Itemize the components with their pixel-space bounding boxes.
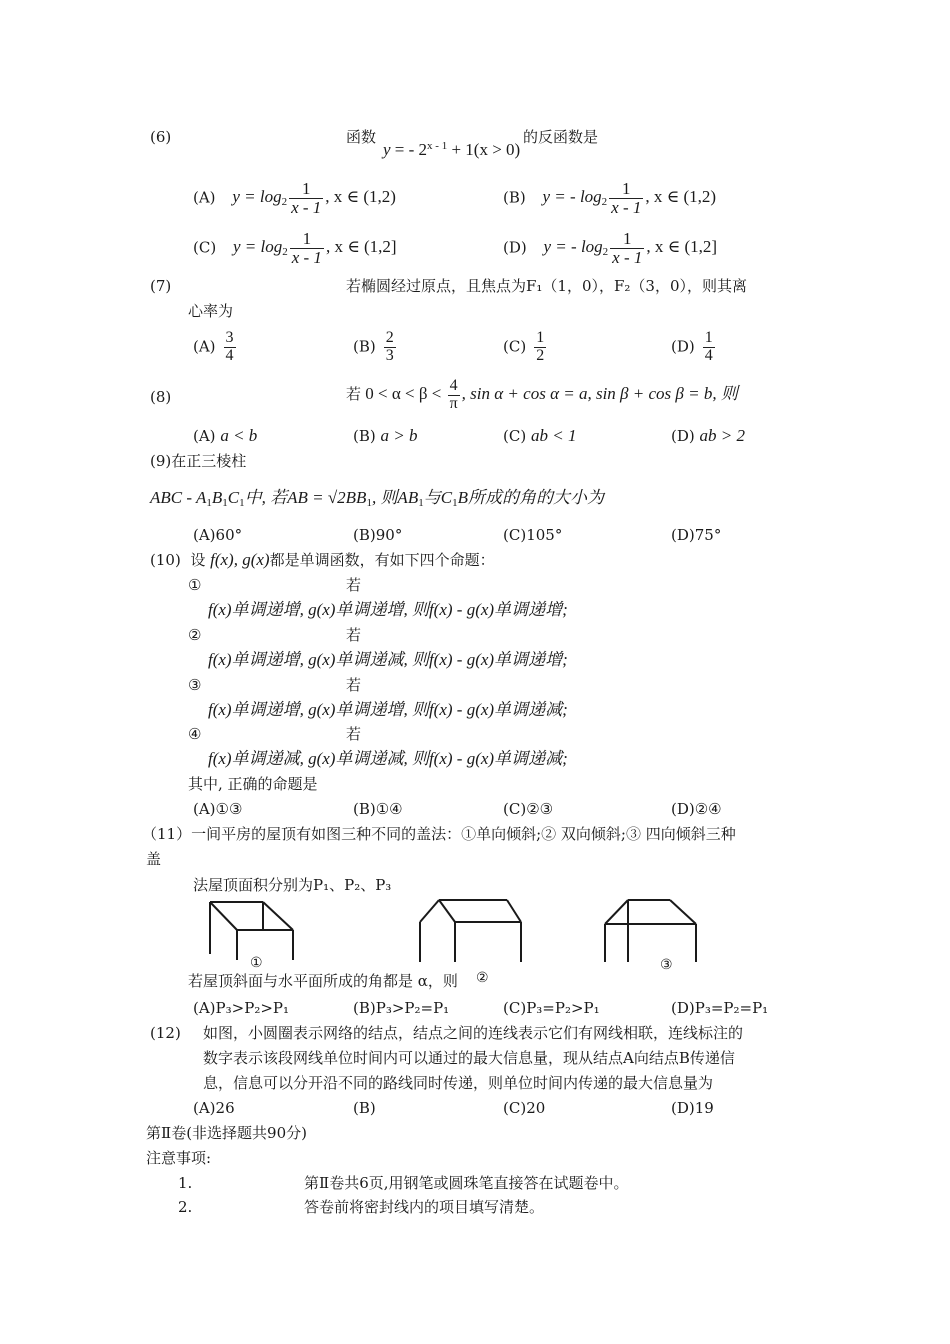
option-label: (A) xyxy=(193,188,216,207)
option-label: (B) xyxy=(353,800,376,818)
frac-den: x - 1 xyxy=(291,197,322,217)
option-text: 60° xyxy=(215,526,243,544)
q6-option-c xyxy=(193,230,397,267)
option-lhs: y = - log xyxy=(543,237,603,257)
q7-stem: 若椭圆经过原点，且焦点为F₁（1，0），F₂（3，0），则其离 xyxy=(346,277,748,295)
q8-option-a xyxy=(193,426,257,446)
q10-item-3-text: f(x)单调递增, g(x)单调递增, 则f(x) - g(x)单调递减; xyxy=(208,700,568,719)
frac-num: 4 xyxy=(448,378,460,396)
option-domain: , x ∈ (1,2) xyxy=(325,187,396,207)
q10-conclusion: 其中, 正确的命题是 xyxy=(188,775,318,793)
option-label: (B) xyxy=(353,427,376,445)
option-label: (B) xyxy=(503,188,526,207)
q12-option-d xyxy=(671,1099,714,1117)
option-label: (A) xyxy=(193,526,216,544)
option-label: (A) xyxy=(193,999,216,1017)
frac-den: x - 1 xyxy=(291,247,322,267)
q6-formula-body: = - 2 xyxy=(390,140,428,159)
roof-figure-single-slope xyxy=(205,896,300,962)
option-text: ②③ xyxy=(526,800,554,818)
subscript: 1 xyxy=(222,497,228,509)
q9-part-b: B xyxy=(211,488,223,507)
q8-option-b xyxy=(353,426,418,446)
frac-num: 3 xyxy=(225,329,234,346)
option-text: 75° xyxy=(694,526,722,544)
q10-option-d xyxy=(671,800,722,818)
q11-stem-3: 若屋顶斜面与水平面所成的角都是 α，则 xyxy=(188,972,458,990)
option-text: P₃>P₂>P₁ xyxy=(215,999,290,1017)
q10-item-2-ruo: 若 xyxy=(346,626,362,644)
option-text: 19 xyxy=(694,1099,714,1117)
q12-option-b xyxy=(353,1099,376,1117)
q8-option-c xyxy=(503,426,576,446)
q8-stem-b: , sin α + cos α = a, sin β + cos β = b, 则 xyxy=(461,384,738,404)
frac-num: 1 xyxy=(290,230,324,249)
q9-option-a xyxy=(193,526,242,544)
q12-option-a xyxy=(193,1099,235,1117)
q6-stem-pre: 函数 xyxy=(346,128,377,146)
frac-den: π xyxy=(449,394,458,412)
q6-option-b xyxy=(503,180,716,217)
q7-option-b xyxy=(353,330,398,365)
option-label: (A) xyxy=(193,1099,216,1117)
q9-part-a: ABC - A xyxy=(150,488,207,507)
subscript: 1 xyxy=(452,497,458,509)
frac-num: 1 xyxy=(704,329,713,346)
option-label: (D) xyxy=(503,238,527,257)
log-base: 2 xyxy=(281,196,288,209)
option-label: (C) xyxy=(503,1099,527,1117)
q11-stem-1b: 盖 xyxy=(146,850,162,868)
frac-den: 4 xyxy=(704,346,713,364)
option-lhs: y = log xyxy=(232,237,283,257)
q11-option-a xyxy=(193,999,289,1017)
option-label: (C) xyxy=(503,999,527,1017)
q10-option-b xyxy=(353,800,403,818)
q6-option-a xyxy=(193,180,396,217)
option-text: 20 xyxy=(526,1099,546,1117)
q6-number: (6) xyxy=(150,128,172,146)
option-label: (A) xyxy=(193,427,216,445)
q10-stem-b: 都是单调函数，有如下四个命题： xyxy=(269,551,495,569)
option-label: (C) xyxy=(503,800,527,818)
roof-figure-double-slope xyxy=(415,896,525,964)
option-domain: , x ∈ (1,2) xyxy=(645,187,717,207)
log-base: 2 xyxy=(601,196,608,209)
option-text: ①④ xyxy=(375,800,403,818)
option-label: (D) xyxy=(671,1099,695,1117)
frac-num: 1 xyxy=(609,180,643,199)
q9-part-g: B所成的角的大小为 xyxy=(457,488,604,507)
option-label: (A) xyxy=(193,337,216,356)
option-label: (C) xyxy=(193,238,217,257)
option-lhs: y = - log xyxy=(542,187,602,207)
note-1-text: 第Ⅱ卷共6页,用钢笔或圆珠笔直接答在试题卷中。 xyxy=(304,1174,629,1192)
q7-option-c xyxy=(503,330,548,365)
q6-formula xyxy=(383,140,520,160)
roof-label-3: ③ xyxy=(660,957,673,973)
option-label: (D) xyxy=(671,999,695,1017)
q12-line-1: 如图，小圆圈表示网络的结点，结点之间的连线表示它们有网线相联，连线标注的 xyxy=(203,1024,744,1042)
subscript: 1 xyxy=(206,497,212,509)
q11-option-c xyxy=(503,999,600,1017)
frac-num: 1 xyxy=(536,329,545,346)
subscript: 1 xyxy=(366,497,372,509)
option-label: (D) xyxy=(671,427,695,445)
q9-condition xyxy=(150,488,604,510)
q9-option-c xyxy=(503,526,562,544)
frac-num: 1 xyxy=(289,180,323,199)
q7-option-d xyxy=(671,330,717,365)
q10-stem xyxy=(150,550,495,570)
q11-option-d xyxy=(671,999,768,1017)
option-label: (D) xyxy=(671,337,695,356)
option-text: P₃>P₂=P₁ xyxy=(375,999,450,1017)
q12-number: (12) xyxy=(150,1024,181,1042)
q10-option-a xyxy=(193,800,242,818)
subscript: 1 xyxy=(239,497,245,509)
option-text: P₃=P₂>P₁ xyxy=(526,999,600,1017)
q6-option-d xyxy=(503,230,717,267)
option-text: a > b xyxy=(380,426,418,445)
q10-item-4-text: f(x)单调递减, g(x)单调递减, 则f(x) - g(x)单调递减; xyxy=(208,749,568,768)
frac-den: x - 1 xyxy=(611,197,642,217)
option-label: (C) xyxy=(503,337,527,356)
option-text: ab > 2 xyxy=(699,426,745,445)
q6-formula-exp: x - 1 xyxy=(427,140,448,152)
q8-option-d xyxy=(671,426,745,446)
option-label: (B) xyxy=(353,337,376,356)
q11-stem-1: （11）一间平房的屋顶有如图三种不同的盖法：①单向倾斜;② 双向倾斜;③ 四向倾斜三种 xyxy=(142,825,736,843)
option-text: ②④ xyxy=(694,800,722,818)
q11-stem-2: 法屋顶面积分别为P₁、P₂、P₃ xyxy=(193,876,392,894)
q10-functions: f(x), g(x) xyxy=(210,550,270,569)
frac-den: 3 xyxy=(385,346,394,364)
q12-line-2: 数字表示该段网线单位时间内可以通过的最大信息量，现从结点A向结点B传递信 xyxy=(203,1049,735,1067)
frac-den: 2 xyxy=(536,346,545,364)
option-label: (C) xyxy=(503,427,527,445)
option-text: ①③ xyxy=(215,800,243,818)
q10-number: (10) xyxy=(150,551,181,569)
note-1-number: 1. xyxy=(178,1174,193,1192)
q9-part-c: C xyxy=(227,488,240,507)
q8-number: (8) xyxy=(150,388,172,406)
option-lhs: y = log xyxy=(232,187,282,207)
q10-item-2-text: f(x)单调递增, g(x)单调递减, 则f(x) - g(x)单调递增; xyxy=(208,650,568,669)
option-label: (D) xyxy=(671,800,695,818)
roof-figure-four-slope xyxy=(600,896,700,964)
note-2-number: 2. xyxy=(178,1198,193,1216)
q6-stem-post: 的反函数是 xyxy=(523,128,599,146)
option-text: ab < 1 xyxy=(530,426,577,445)
frac-den: 4 xyxy=(225,346,234,364)
q12-line-3: 息，信息可以分开沿不同的路线同时传递，则单位时间内传递的最大信息量为 xyxy=(203,1074,714,1092)
option-label: (B) xyxy=(353,526,376,544)
log-base: 2 xyxy=(282,246,288,259)
q7-number: (7) xyxy=(150,277,172,295)
notes-title: 注意事项: xyxy=(146,1149,212,1167)
option-domain: , x ∈ (1,2] xyxy=(325,237,397,257)
roof-label-1: ① xyxy=(250,955,263,971)
q9-part-d: 中, 若AB = √2BB xyxy=(244,488,367,507)
option-text: P₃=P₂=P₁ xyxy=(694,999,769,1017)
q10-item-2-mark: ② xyxy=(188,626,202,644)
frac-num: 2 xyxy=(385,329,394,346)
q7-stem-2: 心率为 xyxy=(188,302,234,320)
option-text: 26 xyxy=(215,1099,235,1117)
q10-option-c xyxy=(503,800,553,818)
option-text: 90° xyxy=(375,526,403,544)
part2-title: 第Ⅱ卷(非选择题共90分) xyxy=(146,1124,307,1142)
q7-option-a xyxy=(193,330,238,365)
option-text: a < b xyxy=(220,426,258,445)
option-label: (C) xyxy=(503,526,527,544)
q11-option-b xyxy=(353,999,449,1017)
q10-stem-a: 设 xyxy=(190,551,211,569)
q10-item-4-ruo: 若 xyxy=(346,725,362,743)
log-base: 2 xyxy=(602,246,609,259)
q10-item-3-mark: ③ xyxy=(188,676,202,694)
q9-option-b xyxy=(353,526,402,544)
roof-label-2: ② xyxy=(476,970,489,986)
frac-num: 1 xyxy=(610,230,644,249)
q10-item-3-ruo: 若 xyxy=(346,676,362,694)
option-text: 105° xyxy=(526,526,563,544)
q12-option-c xyxy=(503,1099,545,1117)
q9-part-e: , 则AB xyxy=(371,488,419,507)
q6-formula-y: y xyxy=(383,140,391,159)
q6-formula-tail: + 1(x > 0) xyxy=(447,140,521,159)
option-label: (A) xyxy=(193,800,216,818)
q9-option-d xyxy=(671,526,721,544)
q8-stem: 若 0 < α < β < $\frac{4}{\pi}$ , sin α + cos α = a, sin β + cos β = b, 则 xyxy=(346,377,738,412)
q10-item-1-ruo: 若 xyxy=(346,576,362,594)
frac-den: x - 1 xyxy=(612,247,643,267)
q10-item-4-mark: ④ xyxy=(188,725,202,743)
q10-item-1-mark: ① xyxy=(188,576,202,594)
subscript: 1 xyxy=(418,497,424,509)
note-2-text: 答卷前将密封线内的项目填写清楚。 xyxy=(304,1198,545,1216)
q10-item-1-text: f(x)单调递增, g(x)单调递增, 则f(x) - g(x)单调递增; xyxy=(208,600,568,619)
q9-number: (9)在正三棱柱 xyxy=(150,452,247,470)
q9-part-f: 与C xyxy=(423,488,453,507)
option-domain: , x ∈ (1,2] xyxy=(646,237,718,257)
option-label: (D) xyxy=(671,526,695,544)
option-label: (B) xyxy=(353,999,376,1017)
option-label: (B) xyxy=(353,1099,376,1117)
